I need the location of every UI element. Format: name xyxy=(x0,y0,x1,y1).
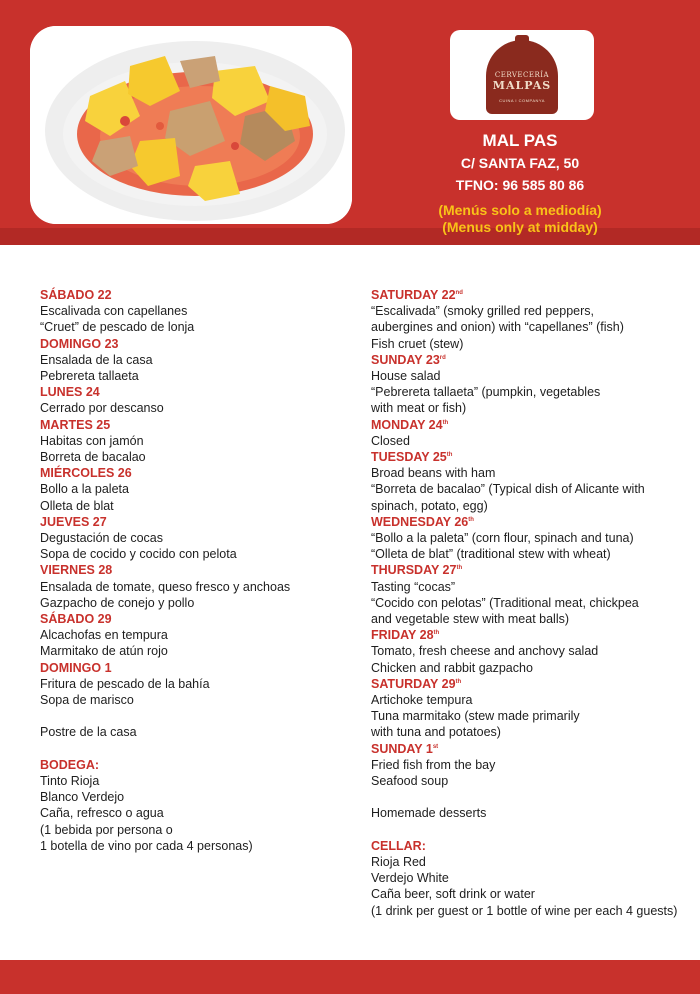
cellar-item: Blanco Verdejo xyxy=(40,790,125,805)
ordinal-suffix: th xyxy=(446,451,453,458)
cellar-heading: CELLAR: xyxy=(371,838,426,853)
day-heading: LUNES 24 xyxy=(40,385,100,400)
dish-item: “Borreta de bacalao” (Typical dish of Alicante with xyxy=(371,482,645,497)
dish-item: “Cruet” de pescado de lonja xyxy=(40,320,195,335)
dish-item: Sopa de marisco xyxy=(40,693,134,708)
day-heading xyxy=(371,514,691,530)
dish-item: Fritura de pescado de la bahía xyxy=(40,676,210,691)
dish-item: Habitas con jamón xyxy=(40,433,144,448)
dish-item: Marmitako de atún rojo xyxy=(40,644,168,659)
cellar-item: Rioja Red xyxy=(371,855,426,870)
dish-item: Cerrado por descanso xyxy=(40,401,164,416)
day-heading xyxy=(371,417,691,433)
restaurant-address: C/ SANTA FAZ, 50 xyxy=(460,155,580,171)
day-heading: DOMINGO 1 xyxy=(40,660,112,675)
spacer xyxy=(371,789,691,805)
logo-text-main: MALPAS xyxy=(492,79,552,92)
restaurant-phone: TFNO: 96 585 80 86 xyxy=(455,177,585,193)
dish-item: spinach, potato, egg) xyxy=(371,498,488,513)
day-label: FRIDAY 28 xyxy=(371,628,434,643)
menu-column-english xyxy=(371,287,691,919)
day-heading: SÁBADO 22 xyxy=(40,288,112,302)
brand-logo-card xyxy=(450,30,594,120)
dish-item: Closed xyxy=(371,433,410,448)
ordinal-suffix: th xyxy=(456,565,463,572)
menu-column-spanish xyxy=(40,287,340,854)
day-label: MONDAY 24 xyxy=(371,417,443,432)
day-heading xyxy=(371,562,691,578)
midday-note xyxy=(390,202,650,236)
day-heading xyxy=(371,287,691,303)
dish-item: Chicken and rabbit gazpacho xyxy=(371,660,533,675)
dish-item: with meat or fish) xyxy=(371,401,467,416)
ordinal-suffix: th xyxy=(442,419,449,426)
ordinal-suffix: th xyxy=(433,630,440,637)
day-label: WEDNESDAY 26 xyxy=(371,514,469,529)
dish-item: Ensalada de tomate, queso fresco y anchoas xyxy=(40,579,291,594)
dish-item: Escalivada con capellanes xyxy=(40,304,188,319)
dish-item: Fried fish from the bay xyxy=(371,757,496,772)
day-heading xyxy=(371,449,691,465)
dish-item: “Pebrereta tallaeta” (pumpkin, vegetables xyxy=(371,385,601,400)
dish-item: Olleta de blat xyxy=(40,498,114,513)
logo-text-bottom: CUINA I COMPANYA xyxy=(499,98,545,103)
dish-item: Pebrereta tallaeta xyxy=(40,369,139,384)
cellar-item: (1 drink per guest or 1 bottle of wine per each 4 guests) xyxy=(371,903,678,918)
ordinal-suffix: st xyxy=(432,743,439,750)
day-label: SUNDAY 23 xyxy=(371,352,440,367)
ordinal-suffix: nd xyxy=(455,289,463,296)
spacer xyxy=(40,708,340,724)
day-label: TUESDAY 25 xyxy=(371,450,447,465)
cellar-item: (1 bebida por persona o xyxy=(40,822,173,837)
ordinal-suffix: th xyxy=(455,678,462,685)
dish-item: Tomato, fresh cheese and anchovy salad xyxy=(371,644,599,659)
day-label: SATURDAY 22 xyxy=(371,288,456,302)
restaurant-info xyxy=(420,130,620,196)
dish-item: “Bollo a la paleta” (corn flour, spinach and tuna) xyxy=(371,531,634,546)
dish-item: Broad beans with ham xyxy=(371,466,496,481)
dish-item: Fish cruet (stew) xyxy=(371,336,464,351)
dish-item: “Cocido con pelotas” (Traditional meat, chickpea xyxy=(371,595,639,610)
brand-logo xyxy=(486,40,558,114)
dessert-line: Homemade desserts xyxy=(371,806,487,821)
restaurant-name: MAL PAS xyxy=(482,131,558,150)
dish-item: and vegetable stew with meat balls) xyxy=(371,612,570,627)
dish-item: “Olleta de blat” (traditional stew with wheat) xyxy=(371,547,611,562)
ordinal-suffix: th xyxy=(468,516,474,523)
cellar-item: Verdejo White xyxy=(371,871,449,886)
day-label: THURSDAY 27 xyxy=(371,563,457,578)
logo-crest xyxy=(515,35,529,45)
cellar-item: 1 botella de vino por cada 4 personas) xyxy=(40,838,253,853)
spacer xyxy=(40,741,340,757)
day-label: SATURDAY 29 xyxy=(371,676,456,691)
footer-band xyxy=(0,960,700,994)
cellar-item: Caña, refresco o agua xyxy=(40,806,164,821)
day-heading: MARTES 25 xyxy=(40,417,111,432)
day-heading xyxy=(371,352,691,368)
dish-item: Sopa de cocido y cocido con pelota xyxy=(40,547,237,562)
cellar-item: Tinto Rioja xyxy=(40,774,100,789)
day-heading: SÁBADO 29 xyxy=(40,612,112,627)
dish-item: Seafood soup xyxy=(371,774,449,789)
day-heading: VIERNES 28 xyxy=(40,563,113,578)
day-heading xyxy=(371,676,691,692)
dish-item: with tuna and potatoes) xyxy=(371,725,501,740)
day-label: SUNDAY 1 xyxy=(371,741,433,756)
ordinal-suffix: rd xyxy=(439,354,446,361)
day-heading: DOMINGO 23 xyxy=(40,336,119,351)
logo-text-top: CERVECERÍA xyxy=(494,71,550,79)
stew-bowl-image xyxy=(30,26,352,224)
day-heading: JUEVES 27 xyxy=(40,514,107,529)
dish-item: Ensalada de la casa xyxy=(40,352,153,367)
day-heading xyxy=(371,627,691,643)
dish-item: House salad xyxy=(371,369,441,384)
dish-item: Tuna marmitako (stew made primarily xyxy=(371,709,580,724)
dish-item: Borreta de bacalao xyxy=(40,450,146,465)
dessert-line: Postre de la casa xyxy=(40,725,137,740)
dish-item: Degustación de cocas xyxy=(40,531,163,546)
dish-item: Artichoke tempura xyxy=(371,693,473,708)
header-band xyxy=(0,0,700,245)
midday-note-es: (Menús solo a mediodía) xyxy=(438,202,602,218)
day-heading: MIÉRCOLES 26 xyxy=(40,466,132,481)
dish-item: Alcachofas en tempura xyxy=(40,628,168,643)
dish-item: aubergines and onion) with “capellanes” (fish) xyxy=(371,320,624,335)
dish-photo xyxy=(30,26,352,224)
cellar-item: Caña beer, soft drink or water xyxy=(371,887,535,902)
spacer xyxy=(371,822,691,838)
day-heading xyxy=(371,741,691,757)
dish-item: “Escalivada” (smoky grilled red peppers, xyxy=(371,304,595,319)
cellar-heading: BODEGA: xyxy=(40,757,100,772)
midday-note-en: (Menus only at midday) xyxy=(442,219,598,235)
dish-item: Bollo a la paleta xyxy=(40,482,129,497)
dish-item: Gazpacho de conejo y pollo xyxy=(40,595,195,610)
dish-item: Tasting “cocas” xyxy=(371,579,456,594)
